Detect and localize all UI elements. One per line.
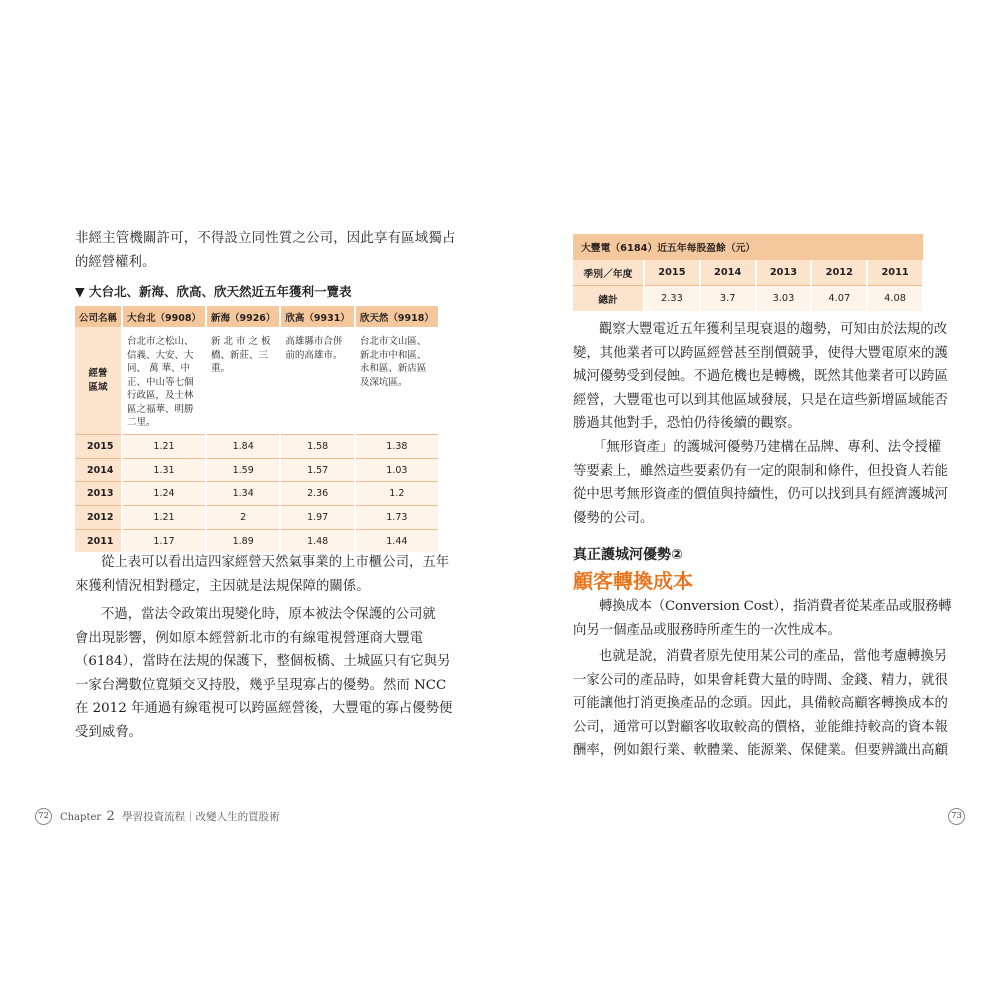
table-header-cell: 大台北（9908） [122, 306, 206, 327]
value-cell: 1.97 [280, 506, 354, 530]
text-line: 受到威脅。 [75, 724, 142, 740]
table-caption-row [573, 234, 923, 260]
table-header-cell: 季別／年度 [573, 260, 644, 286]
gas-companies-profit-table [75, 306, 440, 552]
year-cell: 2012 [75, 506, 122, 530]
table-row [75, 482, 439, 506]
value-cell: 1.48 [280, 529, 354, 552]
table-header-cell: 新海（9926） [206, 306, 280, 327]
text-line: 不過，當法令政策出現變化時，原本被法令保護的公司就 [101, 607, 436, 622]
table-row [75, 529, 439, 552]
value-cell: 1.38 [355, 435, 439, 459]
text-line: （6184），當時在法規的保護下，整個板橋、土城區只有它與另 [75, 654, 451, 669]
value-cell: 3.7 [700, 286, 756, 312]
text-line: 也就是說，消費者原先使用某公司的產品，當他考慮轉換另 [599, 649, 948, 664]
text-line: 非經主管機關許可，不得設立同性質之公司，因此享有區域獨占 [75, 231, 456, 246]
table-header-cell: 2015 [644, 260, 700, 286]
table-header-row [75, 306, 439, 327]
value-cell: 2.36 [280, 482, 354, 506]
table-row [573, 286, 923, 312]
value-cell: 2.33 [644, 286, 700, 312]
page-number: 73 [948, 808, 965, 825]
value-cell: 1.59 [206, 458, 280, 482]
table-title: ▼ 大台北、新海、欣高、欣天然近五年獲利一覽表 [75, 284, 352, 299]
text-line: 酬率，例如銀行業、軟體業、能源業、保健業。但要辨識出高顧 [573, 743, 948, 758]
text-line: 城河優勢受到侵蝕。不過危機也是轉機，既然其他業者可以跨區 [573, 369, 948, 384]
value-cell: 1.03 [355, 458, 439, 482]
text-line: 一家公司的產品時，如果會耗費大量的時間、金錢、精力，就很 [573, 672, 948, 688]
body-paragraph [75, 603, 453, 744]
text-line: 來獲利情況相對穩定，主因就是法規保障的關係。 [75, 578, 370, 594]
text-line: 公司，通常可以對顧客收取較高的價格，並能維持較高的資本報 [573, 719, 948, 735]
table-header-cell: 2014 [700, 260, 756, 286]
value-cell: 3.03 [756, 286, 812, 312]
value-cell: 1.34 [206, 482, 280, 506]
table-header-cell: 公司名稱 [75, 306, 122, 327]
value-cell: 1.89 [206, 529, 280, 552]
year-cell: 2014 [75, 458, 122, 482]
value-cell: 4.07 [811, 286, 867, 312]
year-cell: 2013 [75, 482, 122, 506]
value-cell: 1.21 [122, 435, 206, 459]
text-line: 可能讓他打消更換產品的念頭。因此，具備較高顧客轉換成本的 [573, 696, 948, 711]
section-kicker: 真正護城河優勢② [573, 547, 683, 563]
value-cell: 1.21 [122, 506, 206, 530]
running-footer [60, 809, 280, 824]
text-line: 一家台灣數位寬頻交叉持股，幾乎呈現寡占的優勢。然而 NCC [75, 677, 447, 693]
chapter-label: Chapter [60, 812, 102, 823]
table-header-cell: 欣天然（9918） [355, 306, 439, 327]
value-cell: 1.57 [280, 458, 354, 482]
table-row [75, 506, 439, 530]
text-line: 觀察大豐電近五年獲利呈現衰退的趨勢，可知由於法規的改 [599, 322, 948, 337]
page-number: 72 [35, 808, 52, 825]
table-header-cell: 2011 [867, 260, 923, 286]
table-row [75, 458, 439, 482]
text-line: 「無形資產」的護城河優勢乃建構在品牌、專利、法令授權 [593, 440, 942, 455]
value-cell: 1.31 [122, 458, 206, 482]
text-line: 轉換成本（Conversion Cost），指消費者從某產品或服務轉 [599, 599, 952, 614]
body-paragraph [573, 318, 948, 436]
value-cell: 1.17 [122, 529, 206, 552]
body-paragraph [573, 645, 948, 763]
text-line: 等要素上，雖然這些要素仍有一定的限制和條件，但投資人若能 [573, 463, 948, 479]
table-header-row [573, 260, 923, 286]
text-line: 在 2012 年通過有線電視可以跨區經營後，大豐電的寡占優勢便 [75, 701, 453, 716]
text-line: 從中思考無形資產的價值與持續性，仍可以找到具有經濟護城河 [573, 487, 948, 502]
table-header-cell: 欣高（9931） [280, 306, 354, 327]
area-cell: 高雄縣市合併 前的高雄市。 [280, 327, 354, 435]
table-caption: 大豐電（6184）近五年每股盈餘（元） [573, 234, 923, 260]
value-cell: 1.24 [122, 482, 206, 506]
text-line: 勝過其他對手，恐怕仍待後續的觀察。 [573, 416, 801, 431]
area-cell: 台北市之松山、 信義、大安、大 同、 萬 華、中 正、中山等七個 行政區，及士林 區之福華、明勝 二里。 [122, 327, 206, 435]
text-line: 優勢的公司。 [573, 510, 654, 526]
eps-table [573, 234, 924, 311]
text-line: 變，其他業者可以跨區經營甚至削價競爭，使得大豐電原來的護 [573, 345, 948, 361]
value-cell: 1.2 [355, 482, 439, 506]
body-paragraph [573, 595, 952, 642]
body-paragraph [75, 551, 450, 598]
table-header-cell: 2013 [756, 260, 812, 286]
area-cell: 新 北 市 之 板 橋、新莊、三 重。 [206, 327, 280, 435]
year-cell: 2015 [75, 435, 122, 459]
value-cell: 4.08 [867, 286, 923, 312]
text-line: 向另一個產品或服務時所產生的一次性成本。 [573, 622, 841, 638]
year-cell: 2011 [75, 529, 122, 552]
text-line: 從上表可以看出這四家經營天然氣事業的上市櫃公司，五年 [101, 555, 450, 570]
text-line: 的經營權利。 [75, 254, 156, 270]
section-title: 顧客轉換成本 [573, 569, 693, 593]
row-label: 總計 [573, 286, 644, 312]
value-cell: 1.73 [355, 506, 439, 530]
value-cell: 1.44 [355, 529, 439, 552]
intro-paragraph [75, 227, 456, 274]
chapter-title: 學習投資流程｜改變人生的買股術 [122, 811, 280, 823]
text-line: 會出現影響，例如原本經營新北市的有線電視營運商大豐電 [75, 630, 424, 646]
value-cell: 2 [206, 506, 280, 530]
value-cell: 1.58 [280, 435, 354, 459]
value-cell: 1.84 [206, 435, 280, 459]
area-cell: 台北市文山區、 新北市中和區、 永和區、新店區 及深坑區。 [355, 327, 439, 435]
row-label: 經營 區域 [75, 327, 122, 435]
chapter-number: 2 [106, 809, 115, 824]
table-header-cell: 2012 [811, 260, 867, 286]
text-line: 經營，大豐電也可以到其他區域發展，只是在這些新增區域能否 [573, 392, 948, 408]
table-row [75, 435, 439, 459]
body-paragraph [573, 436, 948, 530]
operating-area-row [75, 327, 439, 435]
